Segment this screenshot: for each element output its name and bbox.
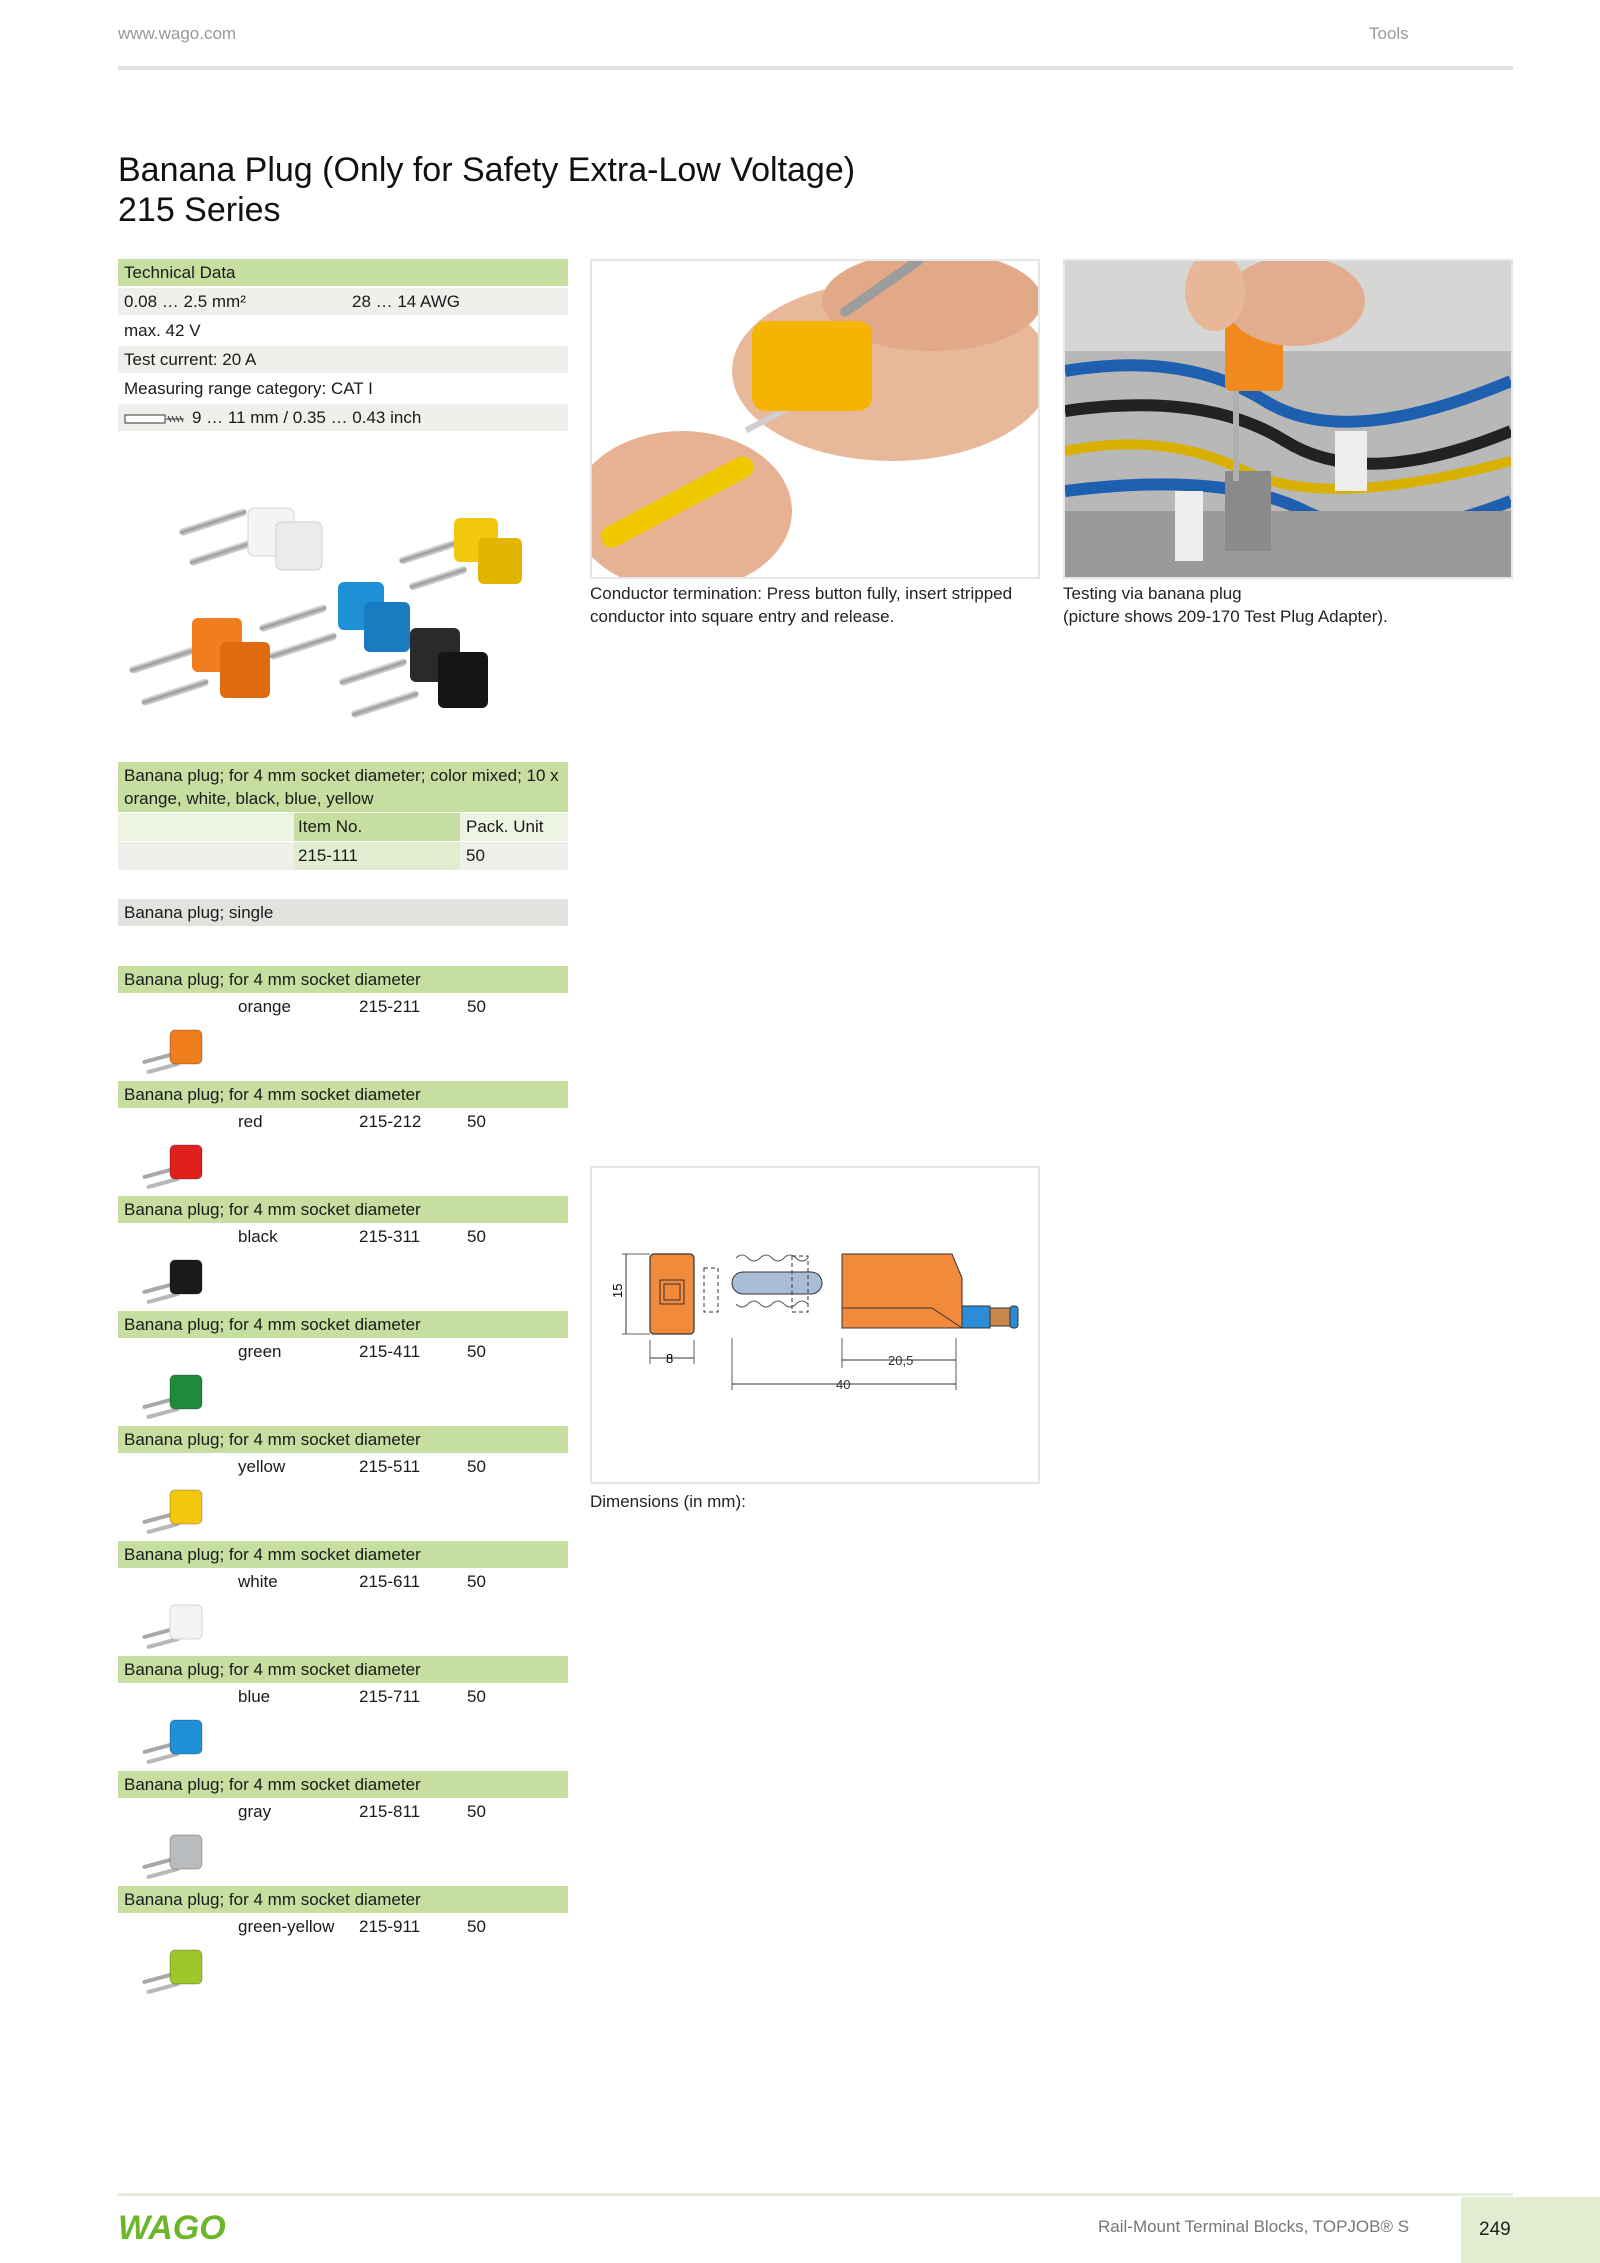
product-thumbnail — [140, 1712, 206, 1764]
testing-caption-line2: (picture shows 209-170 Test Plug Adapter). — [1063, 607, 1388, 626]
testing-caption — [1063, 582, 1513, 628]
product-row — [118, 1426, 568, 1536]
product-pack-unit: 50 — [467, 1227, 486, 1246]
product-description: Banana plug; for 4 mm socket diameter — [118, 1081, 568, 1108]
product-color: gray — [238, 1802, 272, 1821]
single-section-heading: Banana plug; single — [118, 899, 568, 926]
page-subtitle: 215 Series — [118, 191, 281, 229]
product-color: white — [238, 1572, 278, 1591]
product-thumbnail — [140, 1597, 206, 1649]
technical-data-test-current: Test current: 20 A — [118, 346, 568, 373]
conductor-termination-photo — [590, 259, 1040, 579]
product-thumbnail — [140, 1022, 206, 1074]
product-color: red — [238, 1112, 263, 1131]
product-item-no: 215-211 — [359, 997, 421, 1016]
product-item-no: 215-212 — [359, 1112, 422, 1131]
wago-logo-text: WAGO — [118, 2210, 226, 2244]
technical-data-cross-section-row — [118, 288, 568, 315]
product-description: Banana plug; for 4 mm socket diameter — [118, 966, 568, 993]
dimension-body-length-label: 20,5 — [888, 1353, 914, 1368]
dimensions-caption: Dimensions (in mm): — [590, 1492, 746, 1511]
footer-divider — [118, 2193, 1513, 2196]
product-color: orange — [238, 997, 291, 1016]
product-description: Banana plug; for 4 mm socket diameter — [118, 1311, 568, 1338]
technical-data-voltage: max. 42 V — [124, 321, 201, 340]
product-description: Banana plug; for 4 mm socket diameter — [118, 1541, 568, 1568]
product-item-no: 215-411 — [359, 1342, 421, 1361]
product-item-no: 215-511 — [359, 1457, 421, 1476]
product-description: Banana plug; for 4 mm socket diameter — [118, 1426, 568, 1453]
product-item-no: 215-811 — [359, 1802, 421, 1821]
product-description: Banana plug; for 4 mm socket diameter — [118, 1886, 568, 1913]
pack-unit-column-header: Pack. Unit — [466, 817, 544, 836]
dimension-total-length-label: 40 — [836, 1377, 851, 1392]
product-row — [118, 1771, 568, 1881]
product-thumbnail — [140, 1252, 206, 1304]
product-description: Banana plug; for 4 mm socket diameter — [118, 1656, 568, 1683]
product-row — [118, 1311, 568, 1421]
header-section: Tools — [1369, 24, 1409, 43]
mixed-set-data-row — [118, 842, 568, 870]
product-description: Banana plug; for 4 mm socket diameter — [118, 1196, 568, 1223]
header-divider — [118, 66, 1513, 70]
product-pack-unit: 50 — [467, 997, 486, 1016]
product-color: yellow — [238, 1457, 286, 1476]
product-item-no: 215-311 — [359, 1227, 421, 1246]
technical-data-strip-length-row — [118, 404, 568, 431]
mixed-set-header-row — [118, 813, 568, 841]
header-url[interactable]: www.wago.com — [118, 24, 237, 43]
technical-data-measuring-category: Measuring range category: CAT I — [124, 379, 373, 398]
dimension-height-label: 15 — [610, 1283, 625, 1298]
banana-plug-assortment-image — [118, 478, 568, 730]
cross-section-mm: 0.08 … 2.5 mm² — [124, 292, 246, 311]
mixed-set-item-no: 215-111 — [294, 842, 460, 870]
technical-data-heading: Technical Data — [118, 259, 568, 286]
product-row — [118, 1886, 568, 1996]
footer-catalog-title: Rail-Mount Terminal Blocks, TOPJOB® S — [1098, 2217, 1410, 2236]
page-number: 249 — [1461, 2197, 1600, 2263]
product-color: blue — [238, 1687, 271, 1706]
product-thumbnail — [140, 1137, 206, 1189]
product-row — [118, 1081, 568, 1191]
product-item-no: 215-911 — [359, 1917, 421, 1936]
product-pack-unit: 50 — [467, 1802, 486, 1821]
page-title: Banana Plug (Only for Safety Extra-Low Voltage) — [118, 151, 856, 189]
dimensions-drawing — [590, 1166, 1040, 1484]
conductor-termination-caption: Conductor termination: Press button fully, insert stripped conductor into square entry and release. — [590, 584, 1013, 626]
product-thumbnail — [140, 1827, 206, 1879]
product-description: Banana plug; for 4 mm socket diameter — [118, 1771, 568, 1798]
product-row — [118, 966, 568, 1076]
product-color: green-yellow — [238, 1917, 335, 1936]
product-pack-unit: 50 — [467, 1112, 486, 1131]
product-thumbnail — [140, 1942, 206, 1994]
product-row — [118, 1541, 568, 1651]
product-thumbnail — [140, 1482, 206, 1534]
product-thumbnail — [140, 1367, 206, 1419]
product-item-no: 215-611 — [359, 1572, 421, 1591]
product-row — [118, 1656, 568, 1766]
product-row — [118, 1196, 568, 1306]
product-pack-unit: 50 — [467, 1687, 486, 1706]
product-pack-unit: 50 — [467, 1342, 486, 1361]
dimension-width-label: 8 — [666, 1351, 674, 1366]
product-pack-unit: 50 — [467, 1917, 486, 1936]
strip-length: 9 … 11 mm / 0.35 … 0.43 inch — [192, 408, 422, 427]
mixed-set-pack-unit: 50 — [466, 846, 485, 865]
testing-caption-line1: Testing via banana plug — [1063, 584, 1242, 603]
wago-logo — [118, 2210, 232, 2244]
product-pack-unit: 50 — [467, 1572, 486, 1591]
testing-via-banana-plug-photo — [1063, 259, 1513, 579]
product-color: black — [238, 1227, 278, 1246]
product-item-no: 215-711 — [359, 1687, 421, 1706]
strip-length-icon — [124, 413, 186, 425]
cross-section-awg: 28 … 14 AWG — [352, 292, 461, 311]
product-pack-unit: 50 — [467, 1457, 486, 1476]
mixed-set-description: Banana plug; for 4 mm socket diameter; color mixed; 10 x orange, white, black, blue, yellow — [118, 762, 568, 812]
product-color: green — [238, 1342, 282, 1361]
item-no-column-header: Item No. — [294, 813, 460, 841]
